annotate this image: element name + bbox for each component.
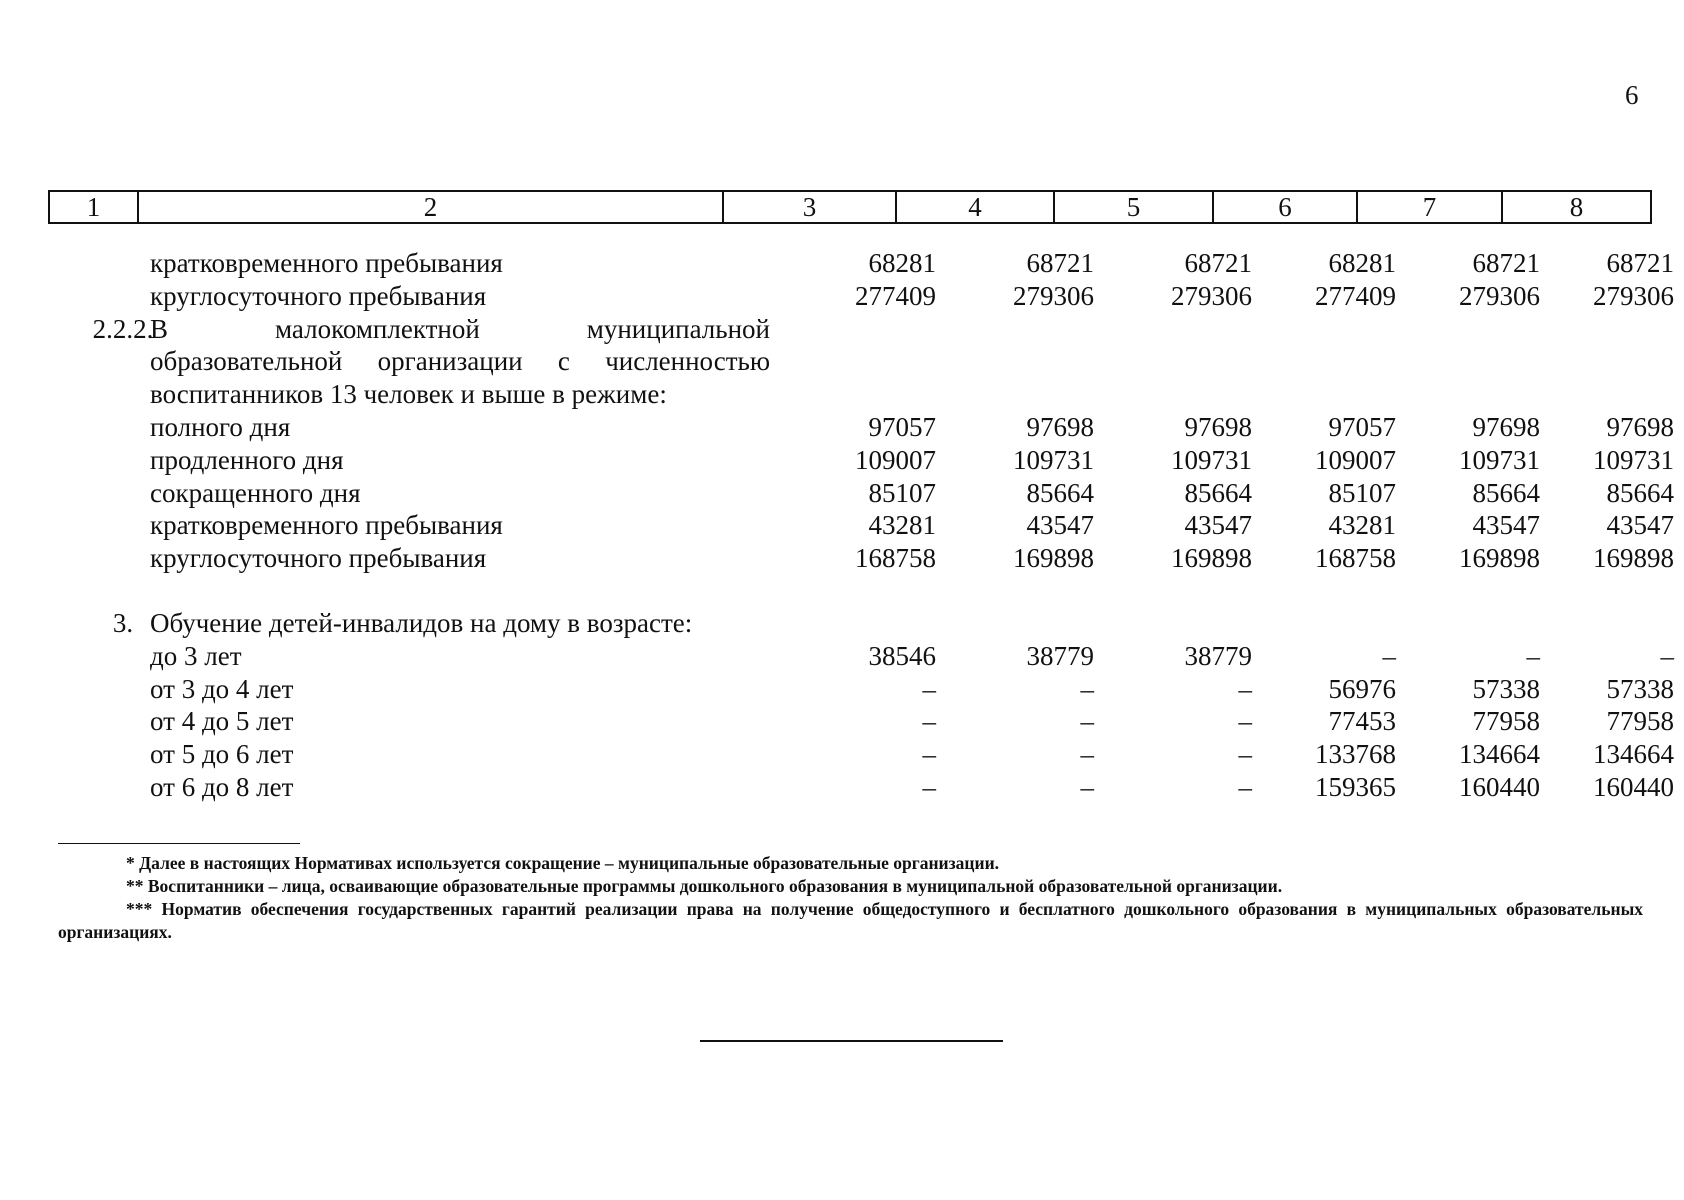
cell-col-3: 43281 (868, 510, 936, 541)
header-col-4: 4 (897, 192, 1055, 222)
header-col-6: 6 (1214, 192, 1358, 222)
cell-col-8: 77958 (1606, 706, 1674, 737)
row-label: от 4 до 5 лет (150, 706, 294, 737)
page-number: 6 (1625, 80, 1639, 110)
cell-col-6: 133768 (1315, 739, 1396, 770)
cell-col-7: 85664 (1472, 477, 1540, 508)
cell-col-8: 57338 (1606, 673, 1674, 704)
table-row (48, 378, 1652, 411)
cell-col-5: 43547 (1184, 510, 1252, 541)
cell-col-4: 97698 (1026, 411, 1094, 442)
row-number: 2.2.2. (92, 313, 154, 344)
section-spacer (48, 575, 1652, 607)
cell-col-8: 85664 (1606, 477, 1674, 508)
cell-col-3: 109007 (855, 444, 936, 475)
cell-col-7: 68721 (1472, 248, 1540, 278)
row-label: В малокомплектной муниципальной (150, 313, 770, 344)
cell-col-5: 97698 (1184, 411, 1252, 442)
row-label: от 3 до 4 лет (150, 673, 294, 704)
cell-col-5: 68721 (1184, 248, 1252, 278)
row-label: от 5 до 6 лет (150, 739, 294, 770)
cell-col-3: 68281 (868, 248, 936, 278)
header-col-5: 5 (1055, 192, 1214, 222)
footnote-3: *** Норматив обеспечения государственных гарантий реализации права на получение общедоступного и бесплатного дошкольного образования в муниципальных образовательных организациях. (58, 899, 1643, 942)
cell-col-4: 68721 (1026, 248, 1094, 278)
cell-col-6: 77453 (1328, 706, 1396, 737)
cell-col-6: 97057 (1328, 411, 1396, 442)
table-row (48, 477, 1674, 510)
table-row (48, 542, 1674, 575)
table-row (48, 771, 1674, 804)
cell-col-4: 85664 (1026, 477, 1094, 508)
cell-col-7: 77958 (1472, 706, 1540, 737)
table-row (48, 705, 1674, 738)
row-label: до 3 лет (150, 640, 242, 671)
row-number: 3. (112, 607, 134, 638)
header-col-7: 7 (1358, 192, 1503, 222)
footnote-separator (58, 843, 300, 844)
cell-col-3: – (922, 673, 936, 704)
cell-col-3: – (922, 771, 936, 802)
cell-col-7: 109731 (1459, 444, 1540, 475)
cell-col-8: 68721 (1606, 248, 1674, 278)
row-label: сокращенного дня (150, 477, 361, 508)
header-col-1: 1 (50, 192, 139, 222)
row-label: образовательной организации с численностью (150, 346, 770, 377)
cell-col-3: 97057 (868, 411, 936, 442)
cell-col-6: – (1382, 640, 1396, 671)
cell-col-4: – (1080, 739, 1094, 770)
cell-col-6: 56976 (1328, 673, 1396, 704)
cell-col-6: 168758 (1315, 543, 1396, 574)
table-row (48, 509, 1674, 542)
cell-col-4: – (1080, 673, 1094, 704)
cell-col-4: – (1080, 771, 1094, 802)
cell-col-5: 169898 (1171, 543, 1252, 574)
header-col-8: 8 (1569, 191, 1584, 222)
cell-col-8: – (1660, 640, 1674, 671)
row-label: кратковременного пребывания (150, 510, 503, 541)
cell-col-6: 85107 (1328, 477, 1396, 508)
header-col-3: 3 (724, 192, 897, 222)
table-header (48, 190, 1652, 224)
cell-col-8: 97698 (1606, 411, 1674, 442)
footnotes (58, 852, 1643, 944)
row-label: продленного дня (150, 444, 344, 475)
cell-col-5: – (1238, 771, 1252, 802)
cell-col-8: 134664 (1593, 739, 1674, 770)
cell-col-8: 279306 (1593, 280, 1674, 311)
cell-col-5: 85664 (1184, 477, 1252, 508)
table-row (48, 247, 1674, 280)
cell-col-7: 97698 (1472, 411, 1540, 442)
cell-col-7: 57338 (1472, 673, 1540, 704)
cell-col-7: 160440 (1459, 771, 1540, 802)
cell-col-6: 68281 (1328, 248, 1396, 278)
cell-col-7: 169898 (1459, 543, 1540, 574)
cell-col-4: 109731 (1013, 444, 1094, 475)
cell-col-8: 160440 (1593, 771, 1674, 802)
cell-col-5: – (1238, 673, 1252, 704)
cell-col-7: 134664 (1459, 739, 1540, 770)
cell-col-5: 109731 (1171, 444, 1252, 475)
cell-col-3: – (922, 706, 936, 737)
row-label: круглосуточного пребывания (150, 280, 487, 311)
table-row (48, 280, 1674, 313)
cell-col-3: 38546 (868, 640, 936, 671)
cell-col-5: – (1238, 706, 1252, 737)
cell-col-8: 109731 (1593, 444, 1674, 475)
cell-col-4: 43547 (1026, 510, 1094, 541)
cell-col-3: 168758 (855, 543, 936, 574)
row-label: от 6 до 8 лет (150, 771, 294, 802)
cell-col-8: 43547 (1606, 510, 1674, 541)
cell-col-6: 109007 (1315, 444, 1396, 475)
row-label: круглосуточного пребывания (150, 543, 487, 574)
table-row (48, 607, 1652, 640)
cell-col-7: 279306 (1459, 280, 1540, 311)
table-row (48, 411, 1674, 444)
cell-col-3: 277409 (855, 280, 936, 311)
table-row (48, 640, 1674, 673)
table-row (48, 673, 1674, 706)
end-of-document-line (700, 1040, 1003, 1042)
footnote-1: * Далее в настоящих Нормативах используется сокращение – муниципальные образовательные организации. (126, 853, 1000, 873)
cell-col-7: – (1526, 640, 1540, 671)
row-label: кратковременного пребывания (150, 248, 503, 278)
cell-col-6: 43281 (1328, 510, 1396, 541)
table-row (48, 738, 1674, 771)
cell-col-4: 279306 (1013, 280, 1094, 311)
cell-col-3: – (922, 739, 936, 770)
cell-col-5: – (1238, 739, 1252, 770)
header-col-2: 2 (139, 192, 724, 222)
table-body (48, 247, 1674, 804)
cell-col-5: 38779 (1184, 640, 1252, 671)
cell-col-6: 159365 (1315, 771, 1396, 802)
cell-col-4: – (1080, 706, 1094, 737)
cell-col-3: 85107 (868, 477, 936, 508)
cell-col-8: 169898 (1593, 543, 1674, 574)
cell-col-7: 43547 (1472, 510, 1540, 541)
table-row (48, 444, 1674, 477)
table-row (48, 345, 1652, 378)
row-label: Обучение детей-инвалидов на дому в возрасте: (150, 607, 693, 638)
cell-col-4: 38779 (1026, 640, 1094, 671)
table-row (48, 313, 1652, 346)
row-label: воспитанников 13 человек и выше в режиме: (150, 379, 667, 410)
cell-col-5: 279306 (1171, 280, 1252, 311)
cell-col-4: 169898 (1013, 543, 1094, 574)
row-label: полного дня (150, 411, 291, 442)
cell-col-6: 277409 (1315, 280, 1396, 311)
footnote-2: ** Воспитанники – лица, осваивающие образовательные программы дошкольного образования в муниципальной образовательной организации. (126, 876, 1283, 896)
